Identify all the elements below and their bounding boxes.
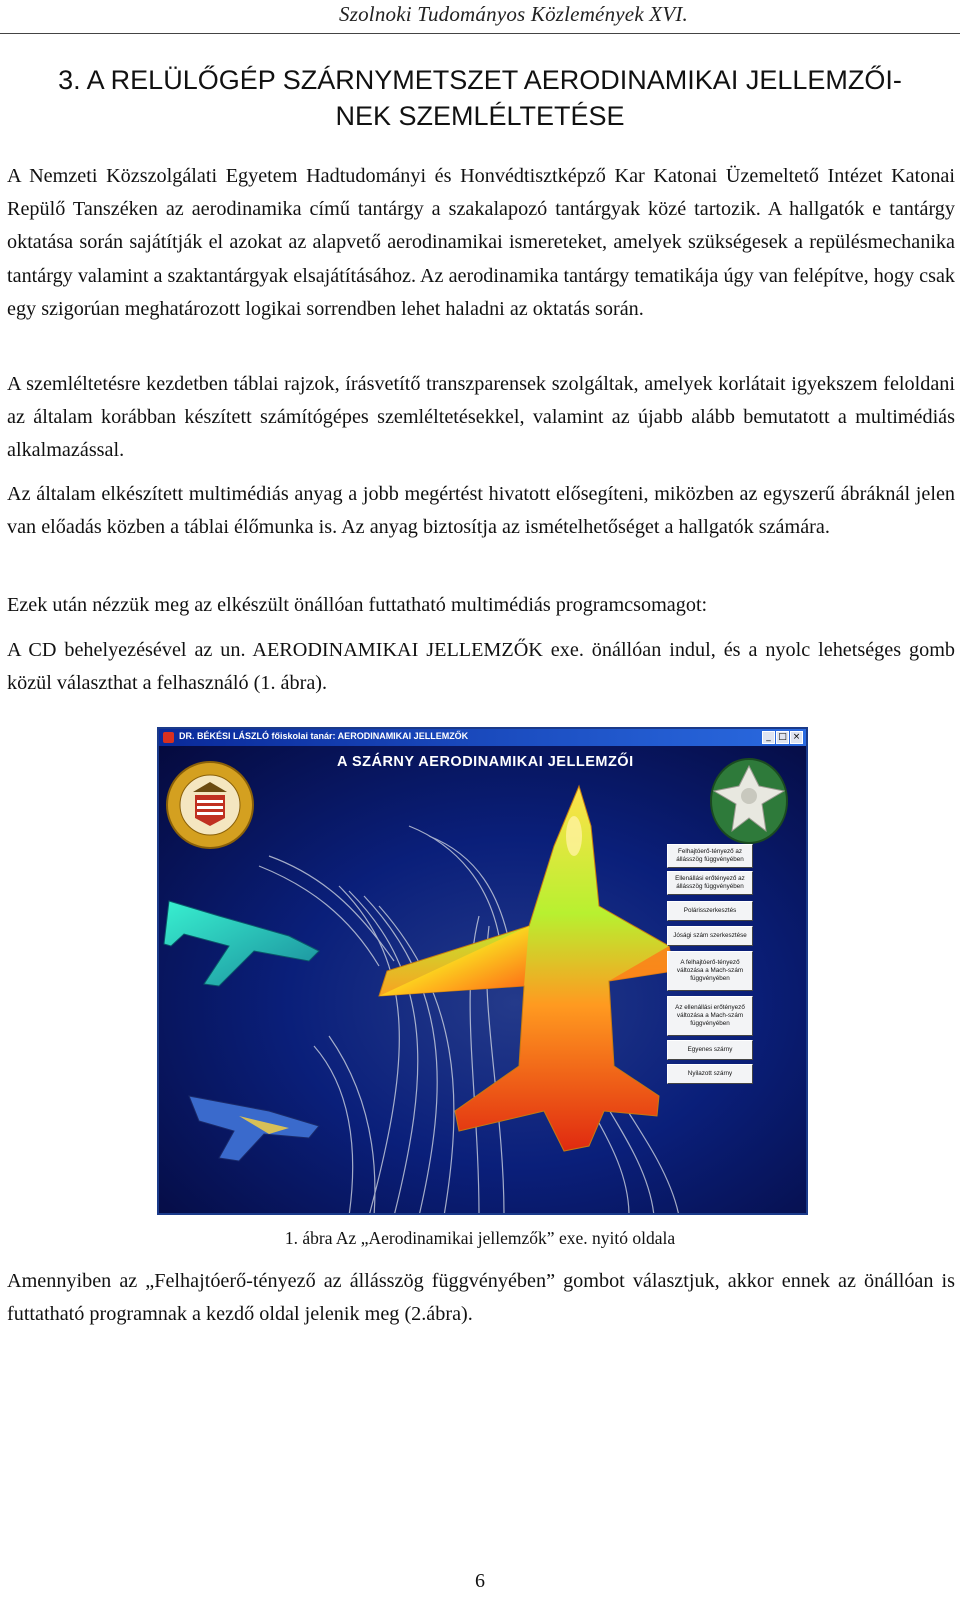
paragraph-cd-start: A CD behelyezésével az un. AERODINAMIKAI JELLEMZŐK exe. önállóan indul, és a nyolc lehetséges gomb közül választhat a felhasználó (1. ábra).	[7, 639, 955, 695]
paragraph-intro: A Nemzeti Közszolgálati Egyetem Hadtudományi és Honvédtisztképző Kar Katonai Üzemeltető Intézet Katonai Repülő Tanszéken az aerodinamika című tantárgy a szakalapozó tantárgyak közé tartozik. A hallgatók e tantárgy oktatása során sajátítják el azokat az alapvető aerodinamikai ismereteket, amelyek szükségesek a repülésmechanika tantárgy valamint a szaktantárgyak elsajátításához. Az aerodinamika tantárgy tematikája úgy van felépítve, hogy csak egy szigorúan meghatározott logikai sorrendben lehet haladni az oktatás során.	[7, 165, 955, 320]
menu-button-lift-mach[interactable]: A felhajtóerő-tényező változása a Mach-szám függvényében	[667, 951, 753, 991]
paragraph-lift-button: Amennyiben az „Felhajtóerő-tényező az állásszög függvényében” gombot választjuk, akkor ennek az önállóan is futtatható programnak a kezdő oldal jelenik meg (2.ábra).	[7, 1270, 955, 1326]
paragraph-multimedia: Az általam elkészített multimédiás anyag a jobb megértést hivatott elősegíteni, miközben az egyszerű ábráknál jelen van előadás közben a táblai élőmunka is. Az anyag biztosítja az ismételhetőséget a hallgatók számára.	[7, 483, 955, 539]
menu-button-polar[interactable]: Polárisszerkesztés	[667, 901, 753, 921]
section-title-line-1: 3. A RELÜLŐGÉP SZÁRNYMETSZET AERODINAMIKAI JELLEMZŐI-	[58, 65, 902, 95]
page-number: 6	[475, 1570, 485, 1592]
menu-button-lift-coefficient-aoa[interactable]: Felhajtóerő-tényező az állásszög függvényében	[667, 844, 753, 868]
maximize-button[interactable]: □	[776, 731, 789, 744]
menu-button-drag-mach[interactable]: Az ellenállási erőtényező változása a Mach-szám függvényében	[667, 996, 753, 1036]
figure-app-window	[157, 727, 808, 1215]
app-icon	[163, 732, 174, 743]
window-title: DR. BÉKÉSI LÁSZLÓ főiskolai tanár: AERODINAMIKAI JELLEMZŐK	[179, 731, 469, 741]
air-force-emblem-icon	[704, 746, 794, 846]
figure-caption: 1. ábra Az „Aerodinamikai jellemzők” exe. nyitó oldala	[284, 1228, 676, 1248]
paragraph-visualization: A szemléltetésre kezdetben táblai rajzok, írásvetítő transzparensek szolgáltak, amelyek korlátait igyekszem feloldani az általam korábban készített számítógépes szemléltetésekkel, valamint az újabb alább bemutatott a multimédiás alkalmazással.	[7, 373, 955, 462]
close-button[interactable]: ×	[790, 731, 803, 744]
window-titlebar	[159, 729, 806, 746]
header-rule	[0, 33, 960, 34]
running-header: Szolnoki Tudományos Közlemények XVI.	[339, 2, 688, 26]
section-title-line-2: NEK SZEMLÉLTETÉSE	[335, 101, 625, 131]
paragraph-package: Ezek után nézzük meg az elkészült önállóan futtatható multimédiás programcsomagot:	[7, 594, 708, 616]
section-title	[0, 62, 960, 134]
menu-button-straight-wing[interactable]: Egyenes szárny	[667, 1040, 753, 1060]
menu-button-glide-ratio[interactable]: Jósági szám szerkesztése	[667, 926, 753, 946]
app-heading: A SZÁRNY AERODINAMIKAI JELLEMZŐI	[337, 754, 634, 770]
menu-button-swept-wing[interactable]: Nyilazott szárny	[667, 1064, 753, 1084]
university-emblem-icon	[165, 760, 255, 850]
menu-button-drag-coefficient-aoa[interactable]: Ellenállási erőtényező az állásszög függvényében	[667, 871, 753, 895]
minimize-button[interactable]: _	[762, 731, 775, 744]
app-scene	[159, 746, 806, 1213]
